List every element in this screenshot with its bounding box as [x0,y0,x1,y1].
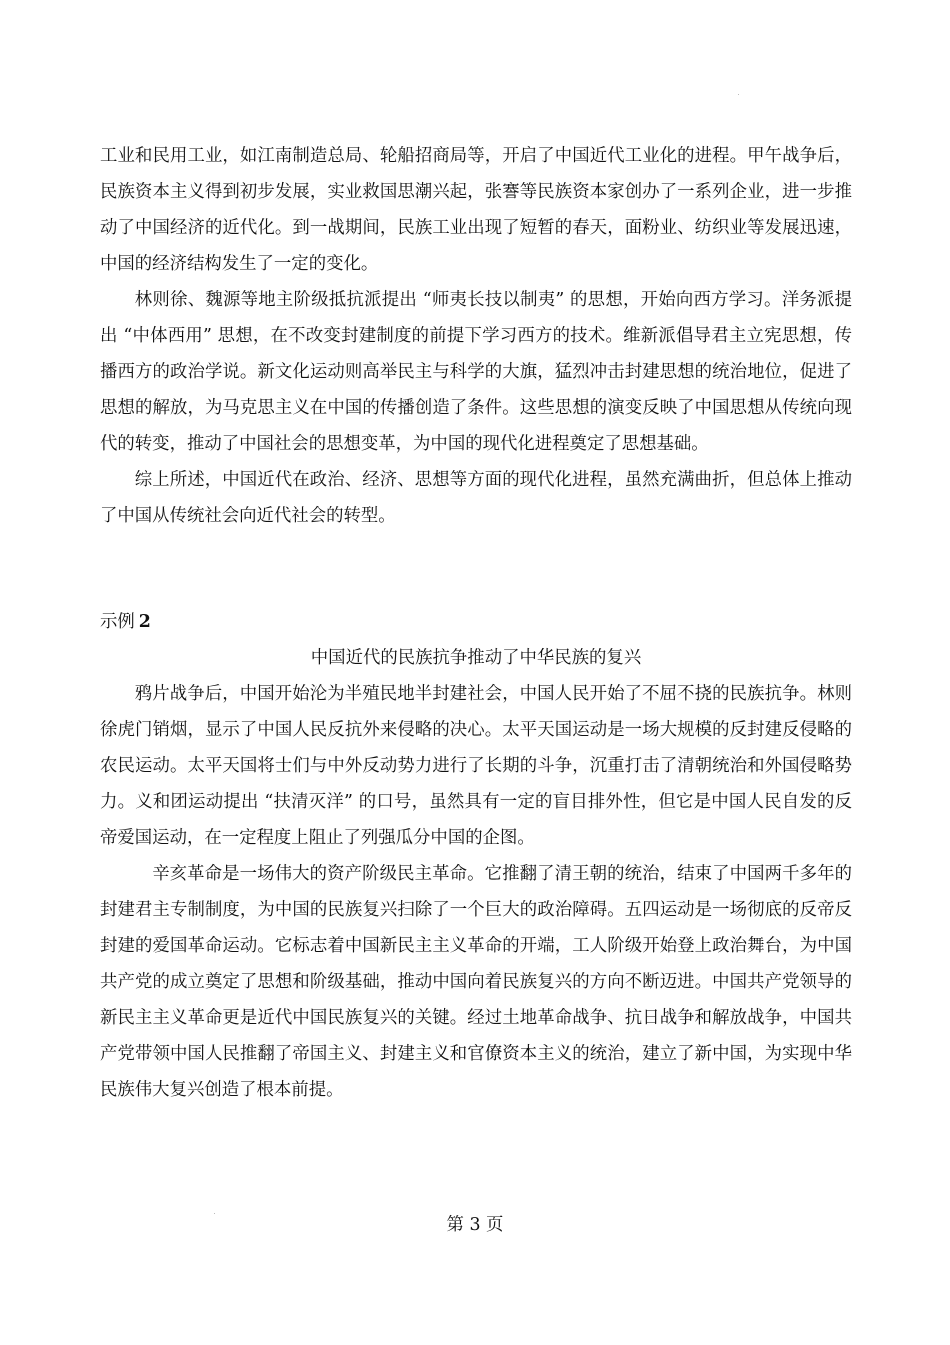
example-label-text: 示例 [100,612,135,632]
section-gap [100,534,852,604]
paragraph-conclusion: 综上所述，中国近代在政治、经济、思想等方面的现代化进程，虽然充满曲折，但总体上推动了中国从传统社会向近代社会的转型。 [100,470,852,526]
paragraph-revolution: 辛亥革命是一场伟大的资产阶级民主革命。它推翻了清王朝的统治，结束了中国两千多年的封建君主专制制度，为中国的民族复兴扫除了一个巨大的政治障碍。五四运动是一场彻底的反帝反封建的爱国革命运动。它标志着中国新民主主义革命的开端，工人阶级开始登上政治舞台，为中国共产党的成立奠定了思想和阶级基础，推动中国向着民族复兴的方向不断迈进。中国共产党领导的新民主主义革命更是近代中国民族复兴的关键。经过土地革命战争、抗日战争和解放战争，中国共产党带领中国人民推翻了帝国主义、封建主义和官僚资本主义的统治，建立了新中国，为实现中华民族伟大复兴创造了根本前提。 [100,864,852,1100]
paragraph-economy: 工业和民用工业，如江南制造总局、轮船招商局等，开启了中国近代工业化的进程。甲午战争后，民族资本主义得到初步发展，实业救国思潮兴起，张謇等民族资本家创办了一系列企业，进一步推动了中国经济的近代化。到一战期间，民族工业出现了短暂的春天，面粉业、纺织业等发展迅速，中国的经济结构发生了一定的变化。 [100,146,852,274]
document-body [100,138,852,1108]
example-heading [100,604,852,640]
paragraph-resistance: 鸦片战争后，中国开始沦为半殖民地半封建社会，中国人民开始了不屈不挠的民族抗争。林则徐虎门销烟，显示了中国人民反抗外来侵略的决心。太平天国运动是一场大规模的反封建反侵略的农民运动。太平天国将士们与中外反动势力进行了长期的斗争，沉重打击了清朝统治和外国侵略势力。义和团运动提出 “扶清灭洋” 的口号，虽然具有一定的盲目排外性，但它是中国人民自发的反帝爱国运动，在一定程度上阻止了列强瓜分中国的企图。 [100,684,852,848]
page-number: 第 3 页 [446,1215,504,1235]
scan-speck-top [738,94,739,95]
paragraph-thought: 林则徐、魏源等地主阶级抵抗派提出 “师夷长技以制夷” 的思想，开始向西方学习。洋务派提出 “中体西用” 思想，在不改变封建制度的前提下学习西方的技术。维新派倡导君主立宪思想，传播西方的政治学说。新文化运动则高举民主与科学的大旗，猛烈冲击封建思想的统治地位，促进了思想的解放，为马克思主义在中国的传播创造了条件。这些思想的演变反映了中国思想从传统向现代的转变，推动了中国社会的思想变革，为中国的现代化进程奠定了思想基础。 [100,290,852,454]
section-title: 中国近代的民族抗争推动了中华民族的复兴 [310,648,642,668]
example-number: 2 [138,612,151,632]
